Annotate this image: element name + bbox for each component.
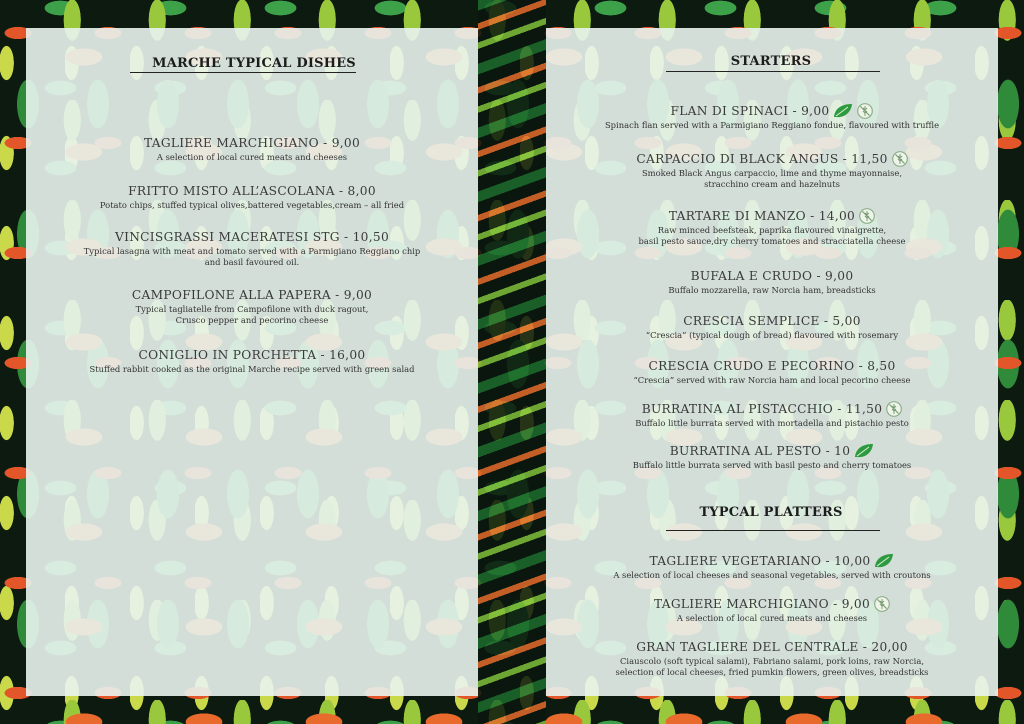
item-name-row xyxy=(636,151,907,167)
gluten-free-icon xyxy=(886,401,902,417)
item-desc: “Crescia” (typical dough of bread) flavoured with rosemary xyxy=(645,330,899,340)
item-desc: Potato chips, stuffed typical olives,battered vegetables,cream – all fried xyxy=(99,200,405,210)
item-name: GRAN TAGLIERE DEL CENTRALE - 20,00 xyxy=(636,640,908,654)
item-desc: “Crescia” served with raw Norcia ham and local pecorino cheese xyxy=(633,375,911,385)
gluten-free-icon xyxy=(857,103,873,119)
item-desc-line: basil pesto sauce,dry cherry tomatoes and stracciatella cheese xyxy=(638,236,906,246)
item-desc-line: and basil favoured oil. xyxy=(204,257,300,267)
item-desc-line: Typical tagliatelle from Campofilone with duck ragout, xyxy=(135,304,369,314)
item-desc-line: Smoked Black Angus carpaccio, lime and thyme mayonnaise, xyxy=(641,168,903,178)
title-underline xyxy=(130,72,356,73)
title-underline xyxy=(666,530,880,531)
menu-item xyxy=(546,265,998,296)
item-desc-line: Crusco pepper and pecorino cheese xyxy=(175,315,329,325)
item-name: TAGLIERE MARCHIGIANO - 9,00 xyxy=(653,597,871,611)
item-desc: A selection of local cheeses and seasonal vegetables, served with croutons xyxy=(613,570,931,580)
item-desc-line: stracchino cream and hazelnuts xyxy=(704,179,840,189)
item-name: CARPACCIO DI BLACK ANGUS - 11,50 xyxy=(636,152,888,166)
title-underline xyxy=(666,71,880,72)
item-name: TAGLIERE MARCHIGIANO - 9,00 xyxy=(143,136,361,150)
menu-item xyxy=(26,132,478,163)
gluten-free-icon xyxy=(859,208,875,224)
item-desc-line: Ciauscolo (soft typical salami), Fabriano salami, pork loins, raw Norcia, xyxy=(619,656,925,666)
menu-item xyxy=(546,593,998,624)
item-name: BURRATINA AL PISTACCHIO - 11,50 xyxy=(641,402,883,416)
section-title-platters: TYPCAL PLATTERS xyxy=(699,505,843,520)
item-name: CONIGLIO IN PORCHETTA - 16,00 xyxy=(138,348,366,362)
gutter-pattern xyxy=(478,0,546,724)
item-desc-line: selection of local cheeses, fried pumkin flowers, green olives, breadsticks xyxy=(615,667,929,677)
menu-item xyxy=(26,226,478,268)
item-desc-line: Raw minced beefsteak, paprika flavoured vinaigrette, xyxy=(657,225,887,235)
item-name: BURRATINA AL PESTO - 10 xyxy=(669,444,851,458)
item-name-row xyxy=(670,443,875,459)
item-name: FLAN DI SPINACI - 9,00 xyxy=(670,104,830,118)
item-name: CAMPOFILONE ALLA PAPERA - 9,00 xyxy=(131,288,373,302)
vegetarian-leaf-icon xyxy=(854,443,874,459)
menu-item xyxy=(26,284,478,326)
vegetarian-leaf-icon xyxy=(833,103,853,119)
item-desc: A selection of local cured meats and cheeses xyxy=(156,152,348,162)
menu-item xyxy=(546,310,998,341)
item-name: BUFALA E CRUDO - 9,00 xyxy=(690,269,854,283)
item-desc: Buffalo mozzarella, raw Norcia ham, breadsticks xyxy=(668,285,876,295)
menu-item xyxy=(546,100,998,131)
menu-item xyxy=(546,148,998,190)
item-name: CRESCIA SEMPLICE - 5,00 xyxy=(683,314,861,328)
item-name-row xyxy=(669,208,875,224)
item-desc: Buffalo little burrata served with mortadella and pistachio pesto xyxy=(635,418,909,428)
menu-item xyxy=(546,355,998,386)
menu-item xyxy=(26,180,478,211)
item-desc: Stuffed rabbit cooked as the original Marche recipe served with green salad xyxy=(89,364,415,374)
item-desc: Buffalo little burrata served with basil pesto and cherry tomatoes xyxy=(632,460,912,470)
right-menu-panel xyxy=(546,28,998,696)
item-name: FRITTO MISTO ALL’ASCOLANA - 8,00 xyxy=(128,184,376,198)
menu-item xyxy=(546,205,998,247)
item-desc: Spinach flan served with a Parmigiano Reggiano fondue, flavoured with truffle xyxy=(604,120,940,130)
item-desc-line: Typical lasagna with meat and tomato served with a Parmigiano Reggiano chip xyxy=(83,246,421,256)
section-title-marche: MARCHE TYPICAL DISHES xyxy=(152,56,356,71)
item-name: TARTARE DI MANZO - 14,00 xyxy=(668,209,856,223)
item-name: TAGLIERE VEGETARIANO - 10,00 xyxy=(649,554,871,568)
item-name-row xyxy=(642,401,903,417)
section-title-starters: STARTERS xyxy=(730,54,812,69)
item-desc: A selection of local cured meats and cheeses xyxy=(676,613,868,623)
left-menu-panel xyxy=(26,28,478,696)
gluten-free-icon xyxy=(874,596,890,612)
item-name-row xyxy=(654,596,890,612)
menu-item xyxy=(546,440,998,471)
item-name-row xyxy=(650,553,895,569)
menu-item xyxy=(546,636,998,678)
vegetarian-leaf-icon xyxy=(874,553,894,569)
item-name-row xyxy=(671,103,874,119)
menu-item xyxy=(26,344,478,375)
item-name: VINCISGRASSI MACERATESI STG - 10,50 xyxy=(115,230,389,244)
menu-item xyxy=(546,550,998,581)
gluten-free-icon xyxy=(892,151,908,167)
menu-item xyxy=(546,398,998,429)
item-name: CRESCIA CRUDO E PECORINO - 8,50 xyxy=(648,359,896,373)
